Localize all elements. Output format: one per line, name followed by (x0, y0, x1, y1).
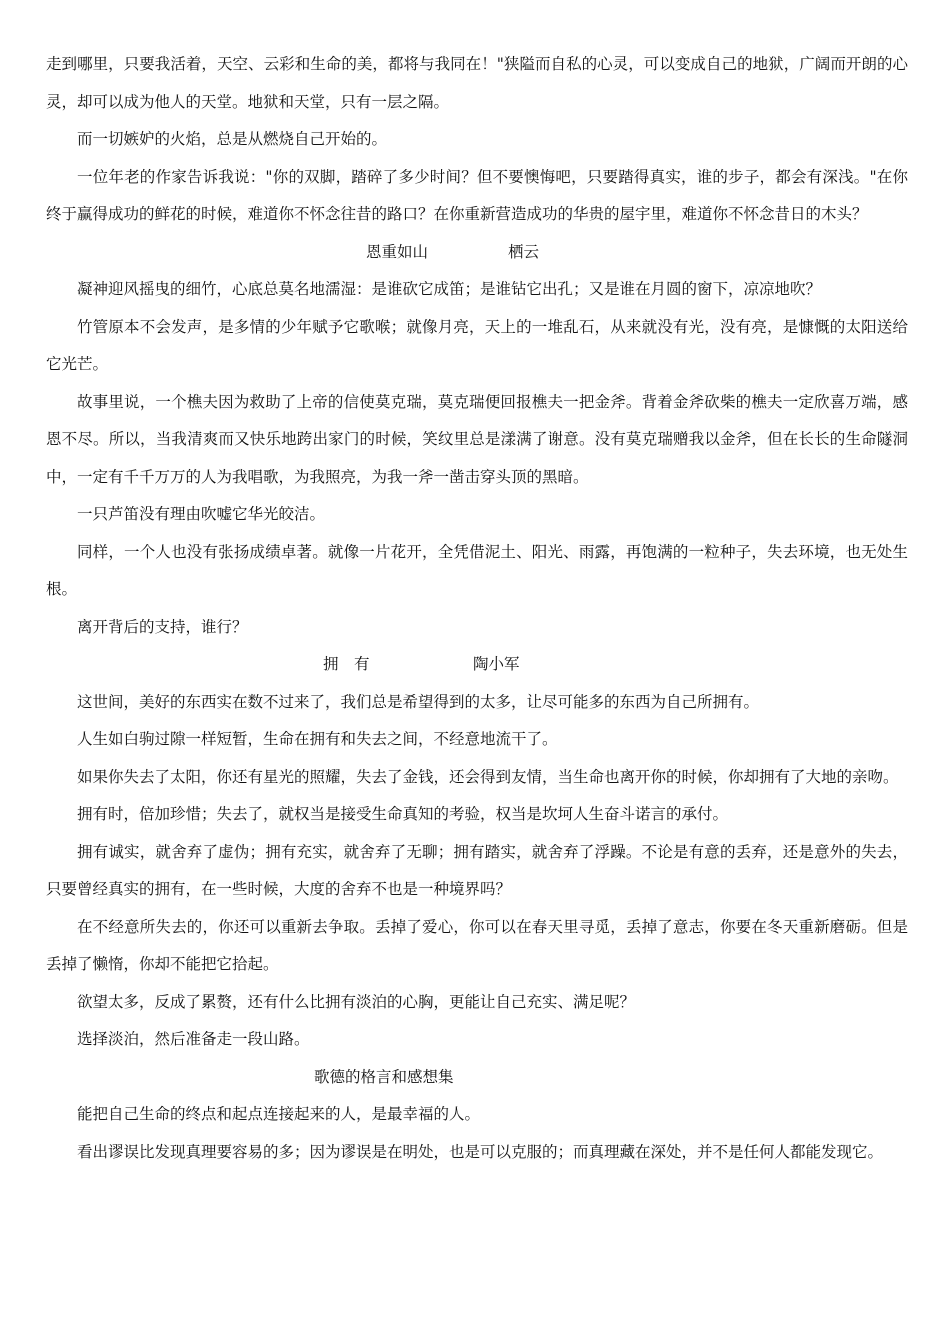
paragraph: 拥有时，倍加珍惜；失去了，就权当是接受生命真知的考验，权当是坎坷人生奋斗诺言的承付。 (77, 805, 729, 823)
paragraph: 故事里说，一个樵夫因为救助了上帝的信使莫克瑞，莫克瑞便回报樵夫一把金斧。背着金斧砍柴的樵夫一定欣喜万端，感恩不尽。所以，当我清爽而又快乐地跨出家门的时候，笑纹里总是漾满了谢意。没有莫克瑞赠我以金斧，但在长长的生命隧洞中，一定有千千万万的人为我唱歌，为我照亮，为我一斧一凿击穿头顶的黑暗。 (46, 392, 908, 486)
document-page (46, 46, 908, 1171)
section-title: 歌德的格言和感想集 (314, 1067, 454, 1086)
paragraph: 能把自己生命的终点和起点连接起来的人，是最幸福的人。 (77, 1105, 481, 1123)
section-heading (46, 646, 908, 684)
paragraph: 竹管原本不会发声，是多情的少年赋予它歌喉；就像月亮，天上的一堆乱石，从来就没有光，没有亮，是慷慨的太阳送给它光芒。 (46, 317, 908, 373)
paragraph: 而一切嫉妒的火焰，总是从燃烧自己开始的。 (77, 130, 388, 148)
section-title: 恩重如山 (366, 242, 429, 261)
paragraph: 看出谬误比发现真理要容易的多；因为谬误是在明处，也是可以克服的；而真理藏在深处，并不是任何人都能发现它。 (77, 1142, 884, 1161)
section-heading (46, 234, 908, 272)
section-author: 陶小军 (473, 655, 520, 673)
paragraph: 拥有诚实，就舍弃了虚伪；拥有充实，就舍弃了无聊；拥有踏实，就舍弃了浮躁。不论是有意的丢弃，还是意外的失去，只要曾经真实的拥有，在一些时候，大度的舍弃不也是一种境界吗？ (46, 842, 908, 898)
paragraph: 欲望太多，反成了累赘，还有什么比拥有淡泊的心胸，更能让自己充实、满足呢？ (77, 992, 636, 1011)
paragraph: 同样，一个人也没有张扬成绩卓著。就像一片花开，全凭借泥土、阳光、雨露，再饱满的一粒种子，失去环境，也无处生根。 (46, 542, 908, 598)
paragraph: 如果你失去了太阳，你还有星光的照耀，失去了金钱，还会得到友情，当生命也离开你的时候，你却拥有了大地的亲吻。 (77, 767, 899, 786)
section-author: 栖云 (508, 242, 540, 261)
paragraph: 选择淡泊，然后准备走一段山路。 (77, 1030, 310, 1048)
paragraph: 在不经意所失去的，你还可以重新去争取。丢掉了爱心，你可以在春天里寻觅，丢掉了意志，你要在冬天重新磨砺。但是丢掉了懒惰，你却不能把它拾起。 (46, 917, 908, 973)
paragraph: 离开背后的支持，谁行？ (77, 617, 248, 636)
section-heading (46, 1059, 908, 1097)
paragraph: 走到哪里，只要我活着，天空、云彩和生命的美，都将与我同在！"狭隘而自私的心灵，可以变成自己的地狱，广阔而开朗的心灵，却可以成为他人的天堂。地狱和天堂，只有一层之隔。 (46, 55, 908, 111)
paragraph: 一位年老的作家告诉我说："你的双脚，踏碎了多少时间？但不要懊悔吧，只要踏得真实，谁的步子，都会有深浅。"在你终于赢得成功的鲜花的时候，难道你不怀念往昔的路口？在你重新营造成功的华贵的屋宇里，难道你不怀念昔日的木头？ (46, 167, 908, 223)
paragraph: 这世间，美好的东西实在数不过来了，我们总是希望得到的太多，让尽可能多的东西为自己所拥有。 (77, 692, 760, 711)
paragraph: 凝神迎风摇曳的细竹，心底总莫名地濡湿：是谁砍它成笛；是谁钻它出孔；又是谁在月圆的窗下，凉凉地吹？ (77, 280, 822, 298)
paragraph: 人生如白驹过隙一样短暂，生命在拥有和失去之间，不经意地流干了。 (77, 730, 558, 748)
paragraph: 一只芦笛没有理由吹嘘它华光皎洁。 (77, 505, 326, 523)
section-title: 拥 有 (323, 655, 370, 673)
